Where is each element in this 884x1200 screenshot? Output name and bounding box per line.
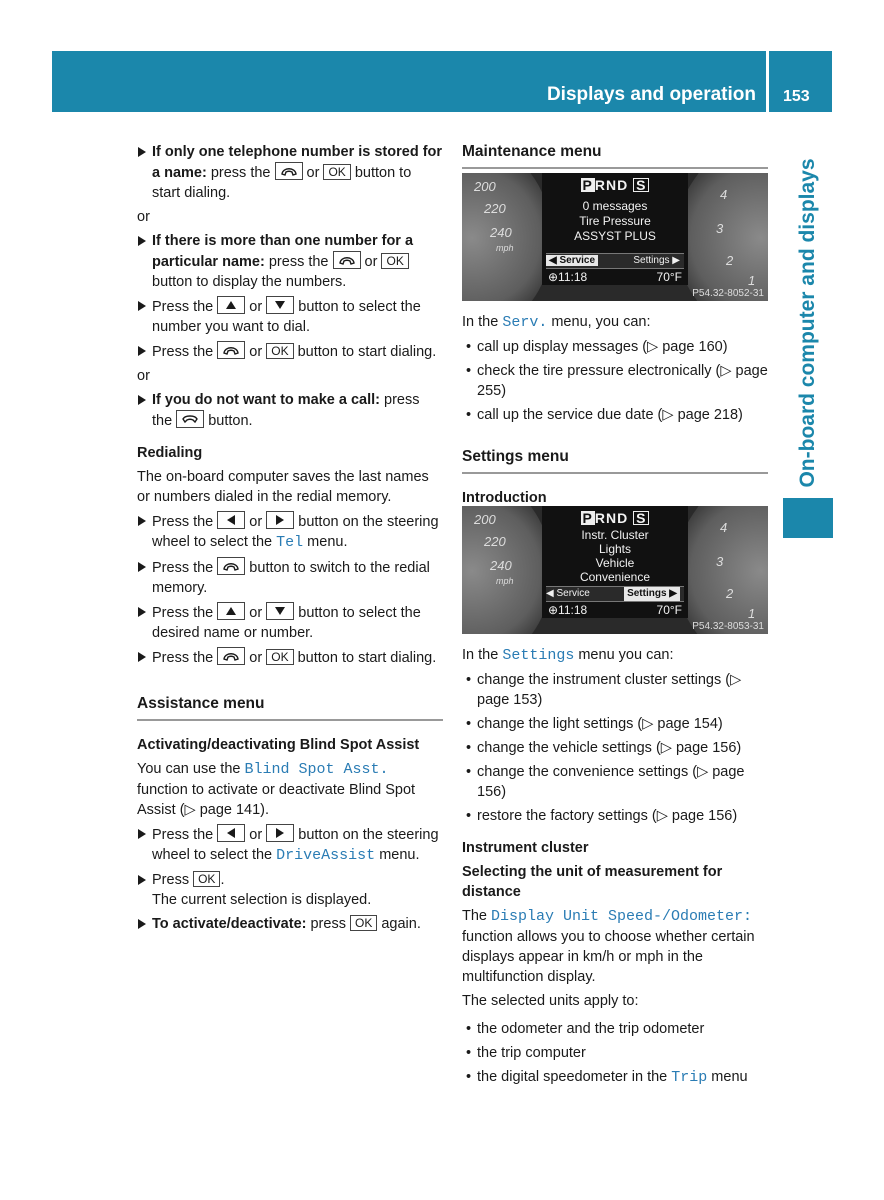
side-tab [783, 148, 833, 498]
assistance-menu-heading: Assistance menu [137, 694, 443, 721]
list-item: • change the instrument cluster settings (▷ page 153) [466, 672, 742, 708]
phone-accept-icon [275, 162, 303, 180]
redialing-intro: The on-board computer saves the last names or numbers dialed in the redial memory. [137, 469, 429, 505]
left-column [137, 142, 443, 934]
left-arrow-icon [217, 824, 245, 842]
up-arrow-icon [217, 602, 245, 620]
header-bar [52, 51, 766, 112]
phone-accept-icon [217, 341, 245, 359]
list-item: • call up the service due date (▷ page 218) [466, 407, 743, 423]
serv-menu-intro: In the Serv. menu, you can: [462, 314, 651, 331]
unit-description: The Display Unit Speed-/Odometer: function allows you to choose whether certain displays appear in km/h or mph in the multifunction display. [462, 908, 755, 985]
maintenance-display-image: 200 220 240 mph 4 3 2 1 P RND S 0 messages Tire Pressure ASSYST PLUS ◀ Service Settings ▶ ⊕11:18 70°F P54.32-8052-31 [462, 173, 768, 301]
list-item: • change the vehicle settings (▷ page 156) [466, 740, 742, 756]
step-redial-memory: Press the button to switch to the redial memory. [137, 557, 443, 598]
step-select-driveassist: Press the or button on the steering wheel to select the DriveAssist menu. [137, 824, 443, 866]
list-item: • the odometer and the trip odometer [466, 1021, 705, 1037]
multifunction-display: P RND S Instr. Cluster Lights Vehicle Convenience ◀ Service Settings ▶ ⊕11:18 70°F [542, 506, 688, 618]
list-item: • restore the factory settings (▷ page 156) [466, 808, 738, 824]
step-press-ok: Press OK . The current selection is displayed. [137, 870, 443, 910]
ok-key: OK [193, 871, 220, 887]
step-activate: To activate/deactivate: press OK again. [137, 914, 443, 934]
instrument-cluster-heading: Instrument cluster [462, 840, 589, 856]
redialing-heading: Redialing [137, 445, 203, 461]
list-item: • change the light settings (▷ page 154) [466, 716, 723, 732]
phone-hangup-icon [176, 410, 204, 428]
right-arrow-icon [266, 824, 294, 842]
introduction-heading: Introduction [462, 490, 547, 506]
list-item: • check the tire pressure electronically (▷ page 255) [466, 363, 768, 399]
gear-indicator: P RND S [542, 510, 688, 526]
step-redial-start: Press the or OK button to start dialing. [137, 647, 443, 668]
side-tab-label: On-board computer and displays [796, 158, 819, 488]
or-text: or [137, 209, 150, 225]
multifunction-display: P RND S 0 messages Tire Pressure ASSYST PLUS ◀ Service Settings ▶ ⊕11:18 70°F [542, 173, 688, 285]
ok-key: OK [323, 164, 350, 180]
phone-accept-icon [217, 557, 245, 575]
down-arrow-icon [266, 602, 294, 620]
phone-accept-icon [333, 251, 361, 269]
step-select-tel-menu: Press the or button on the steering wheel to select the Tel menu. [137, 511, 443, 553]
left-arrow-icon [217, 511, 245, 529]
step-select-name: Press the or button to select the desired name or number. [137, 602, 443, 643]
up-arrow-icon [217, 296, 245, 314]
step-single-number: If only one telephone number is stored for a name: press the or OK button to start dialing. [137, 142, 443, 203]
down-arrow-icon [266, 296, 294, 314]
step-start-dialing: Press the or OK button to start dialing. [137, 341, 443, 362]
unit-heading: Selecting the unit of measurement for distance [462, 864, 723, 900]
list-item: • call up display messages (▷ page 160) [466, 339, 728, 355]
list-item: • change the convenience settings (▷ page 156) [466, 764, 745, 800]
right-arrow-icon [266, 511, 294, 529]
ok-key: OK [350, 915, 377, 931]
step-no-call: If you do not want to make a call: press the button. [137, 390, 443, 431]
ok-key: OK [381, 253, 408, 269]
ok-key: OK [266, 649, 293, 665]
blind-spot-heading: Activating/deactivating Blind Spot Assist [137, 737, 420, 753]
page-number: 153 [783, 88, 810, 105]
ok-key: OK [266, 343, 293, 359]
settings-menu-heading: Settings menu [462, 447, 768, 474]
list-item: • the digital speedometer in the Trip menu [466, 1069, 748, 1086]
step-multiple-numbers: If there is more than one number for a particular name: press the or OK button to display the numbers. [137, 231, 443, 292]
settings-menu-intro: In the Settings menu you can: [462, 647, 674, 664]
menu-bar: ◀ Service Settings ▶ [546, 253, 684, 269]
settings-text [462, 645, 768, 1088]
settings-display-image: 200 220 240 mph 4 3 2 1 P RND S Instr. Cluster Lights Vehicle Convenience ◀ Service Settings ▶ ⊕11:18 70°F P54.32-8053-31 [462, 506, 768, 634]
or-text: or [137, 368, 150, 384]
page-number-box [769, 51, 832, 112]
gear-indicator: P RND S [542, 177, 688, 193]
phone-accept-icon [217, 647, 245, 665]
side-tab-marker [783, 498, 833, 538]
menu-bar: ◀ Service Settings ▶ [546, 586, 684, 602]
right-column [462, 142, 768, 169]
units-apply-text: The selected units apply to: [462, 993, 639, 1009]
maintenance-text [462, 312, 768, 508]
section-title: Displays and operation [546, 84, 756, 105]
blind-spot-intro: You can use the Blind Spot Asst. function to activate or deactivate Blind Spot Assist (▷ page 141). [137, 761, 416, 818]
maintenance-menu-heading: Maintenance menu [462, 142, 768, 169]
step-select-number: Press the or button to select the number you want to dial. [137, 296, 443, 337]
list-item: • the trip computer [466, 1045, 586, 1061]
